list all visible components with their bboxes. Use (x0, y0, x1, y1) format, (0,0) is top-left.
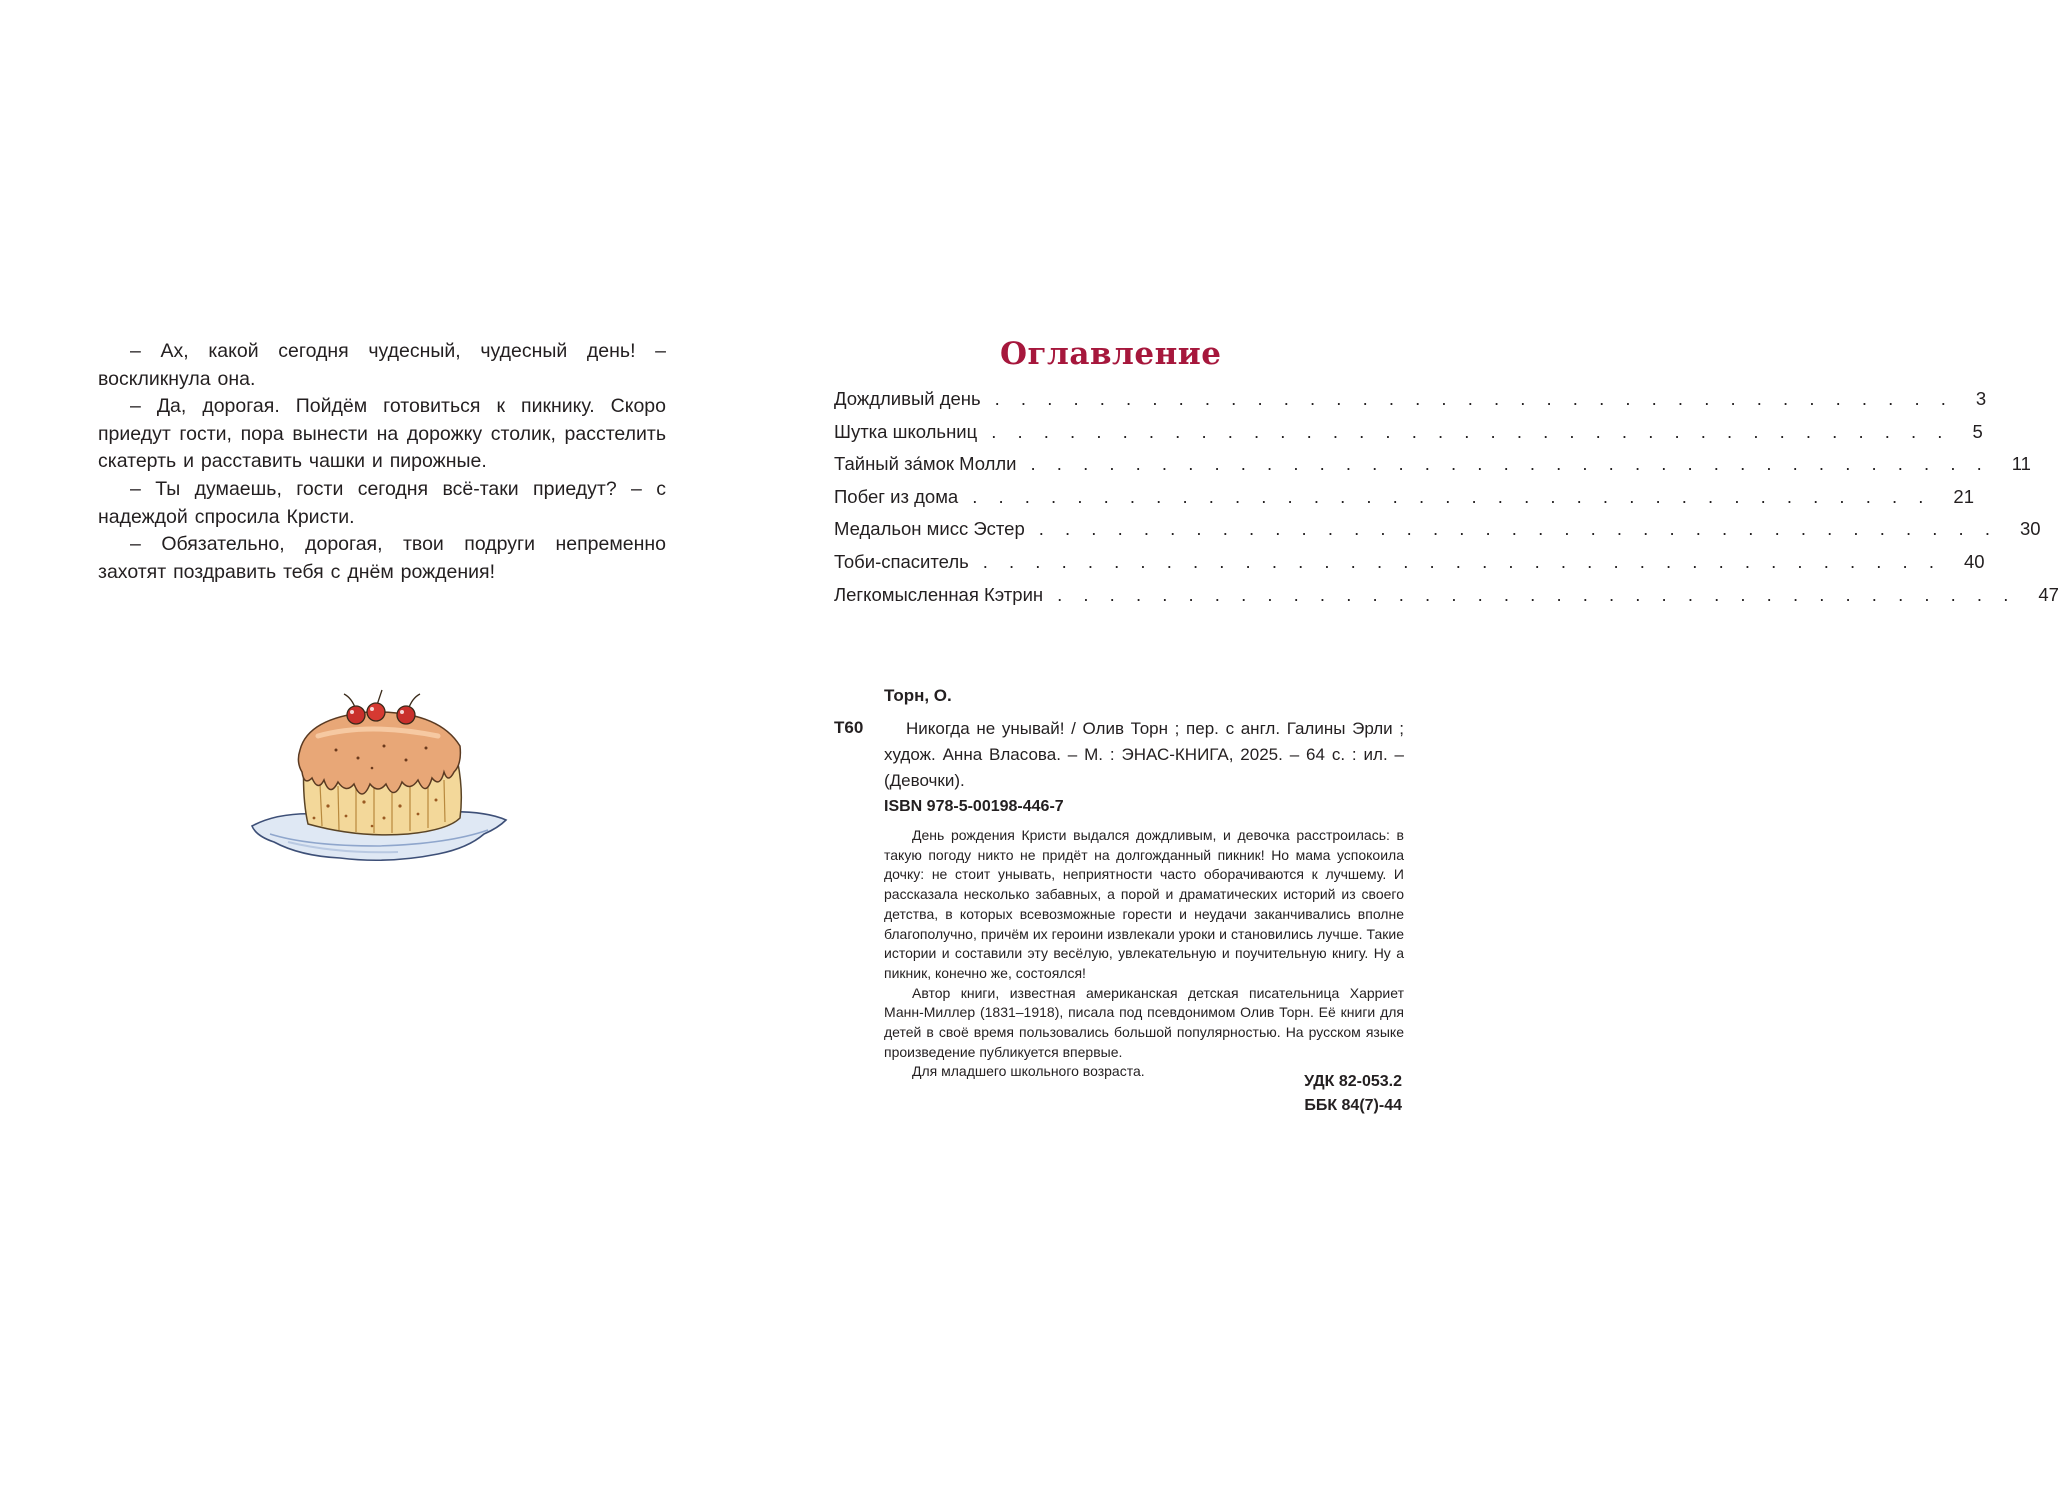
catalog-bbk: ББК 84(7)-44 (1304, 1097, 1402, 1114)
story-paragraph: – Да, дорогая. Пойдём готовиться к пикнику. Скоро приедут гости, пора вынести на дорожку столик, расстелить скатерть и расставить чашки и пирожные. (98, 395, 666, 473)
cherries (344, 690, 420, 724)
dot-leader: . . . . . . . . . . . . . . . . . . . . . . . . . . . . . . . . . . . . . (991, 420, 1951, 442)
dot-leader: . . . . . . . . . . . . . . . . . . . . . . . . . . . . . . . . . . . . . (982, 550, 1942, 572)
catalog-code: Т60 (834, 718, 864, 737)
story-paragraph: – Обязательно, дорогая, твои подруги непременно захотят поздравить тебя с днём рождения! (98, 533, 666, 583)
contents-item[interactable] (834, 388, 1987, 421)
story-text (98, 338, 666, 586)
dot-leader: . . . . . . . . . . . . . . . . . . . . . . . . . . . . . . . . . . . . . (972, 485, 1932, 507)
contents-item-page: 30 (2019, 518, 2041, 540)
catalog-classification (1304, 1070, 1402, 1118)
dot-leader: . . . . . . . . . . . . . . . . . . . . . . . . . . . . . . . . . . . . . (1038, 518, 1998, 540)
contents-item-title: Тайный за́мок Молли (834, 453, 1017, 475)
annotation-paragraph: Для младшего школьного возраста. (912, 1063, 1145, 1080)
dot-leader: . . . . . . . . . . . . . . . . . . . . . . . . . . . . . . . . . . . . . (1057, 583, 2017, 605)
contents-item-page: 11 (2011, 453, 2031, 475)
contents-item-page: 5 (1972, 420, 1983, 442)
catalog-annotation (884, 826, 1404, 1082)
cake-illustration (248, 688, 510, 868)
contents-title: Оглавление (1000, 336, 1222, 372)
contents-item-page: 3 (1975, 388, 1987, 409)
story-paragraph: – Ах, какой сегодня чудесный, чудесный день! – воскликнула она. (98, 340, 666, 390)
dot-leader: . . . . . . . . . . . . . . . . . . . . . . . . . . . . . . . . . . . . . (994, 388, 1954, 409)
contents-item-page: 40 (1963, 550, 1985, 572)
contents-item-title: Дождливый день (834, 388, 981, 409)
contents-item-title: Шутка школьниц (834, 420, 978, 442)
contents-item[interactable] (834, 485, 1974, 519)
dot-leader: . . . . . . . . . . . . . . . . . . . . . . . . . . . . . . . . . . . . . (1030, 453, 1990, 475)
story-paragraph: – Ты думаешь, гости сегодня всё-таки приедут? – с надеждой спросила Кристи. (98, 477, 666, 528)
annotation-paragraph: Автор книги, известная американская детская писательница Харриет Манн-Миллер (1831–1918), писала под псевдонимом Олив Торн. Её книги для детей в своё время пользовались большой популярностью. На русском языке произведение публикуется впервые. (884, 984, 1404, 1060)
contents-list (834, 388, 2059, 616)
left-page (0, 0, 750, 1500)
contents-item[interactable] (834, 550, 1985, 584)
catalog-author: Торн, О. (884, 686, 952, 705)
cake-icing (298, 712, 460, 794)
contents-item[interactable] (834, 453, 2031, 486)
catalog-udk: УДК 82-053.2 (1304, 1073, 1402, 1090)
catalog-bibliographic-record: Никогда не унывай! / Олив Торн ; пер. с англ. Галины Эрли ; худож. Анна Власова. – М. : ЭНАС-КНИГА, 2025. – 64 с. : ил. – (Девочки). (884, 719, 1404, 790)
contents-item-title: Тоби-спаситель (834, 550, 969, 572)
catalog-isbn: ISBN 978-5-00198-446-7 (884, 798, 1064, 815)
annotation-paragraph: День рождения Кристи выдался дождливым, и девочка расстроилась: в такую погоду никто не придёт на долгожданный пикник! Но мама успокоила дочку: не стоит унывать, неприятности часто оборачиваются к лучшему. И рассказала несколько забавных, а порой и драматических историй из своего детства, в которых всевозможные горести и неудачи заканчивались вполне благополучно, причём их героини извлекали уроки и становились лучше. Такие истории и составили эту весёлую, увлекательную и поучительную книгу. Ну а пикник, конечно же, состоялся! (884, 827, 1404, 981)
contents-item[interactable] (834, 518, 2041, 551)
contents-item-title: Медальон мисс Эстер (834, 518, 1025, 540)
contents-item-page: 21 (1953, 485, 1974, 507)
contents-item-title: Легкомысленная Кэтрин (834, 583, 1044, 605)
contents-item-page: 47 (2038, 583, 2059, 605)
contents-item[interactable] (834, 420, 1983, 454)
contents-item-title: Побег из дома (834, 485, 959, 507)
contents-item[interactable] (834, 583, 2059, 617)
